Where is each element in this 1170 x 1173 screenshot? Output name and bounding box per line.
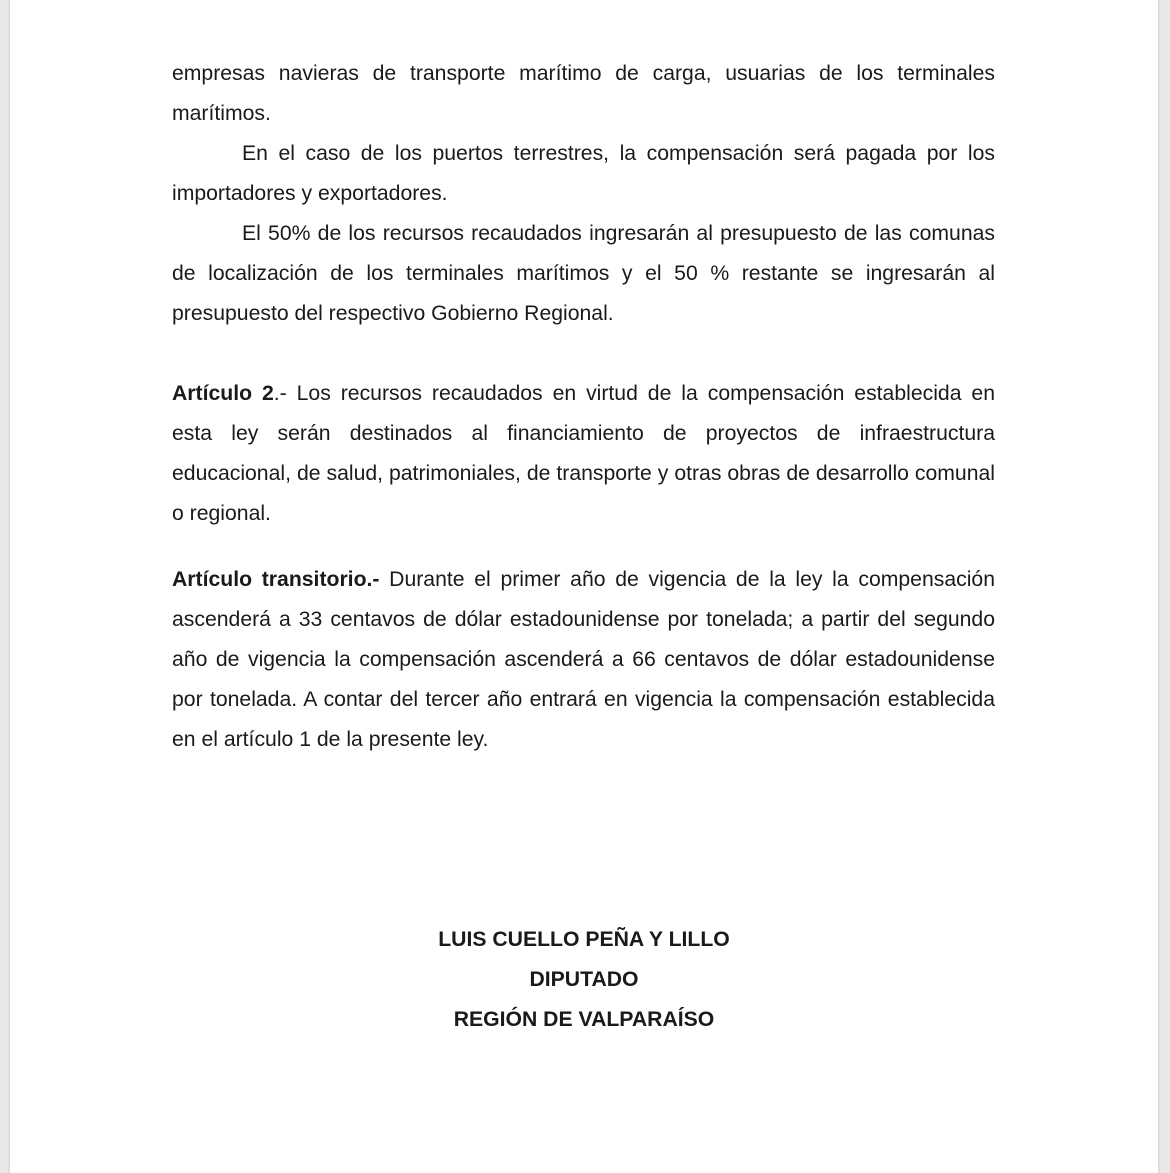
article-2-text: Los recursos recaudados en virtud de la compensación establecida en esta ley serán destinados al financiamiento de proyectos de infraestructura educacional, de salud, patrimoniales, de transporte y otras obras de desarrollo comunal o regional. [172,382,995,525]
signature-region: REGIÓN DE VALPARAÍSO [453,1008,715,1031]
article-2-label-suffix: .- [273,382,297,405]
document-page [10,0,1158,1173]
article-transitorio-text: Durante el primer año de vigencia de la ley la compensación ascenderá a 33 centavos de dólar estadounidense por tonelada; a partir del segundo año de vigencia la compensación ascenderá a 66 centavos de dólar estadounidense por tonelada. A contar del tercer año entrará en vigencia la compensación establecida en el artículo 1 de la presente ley. [172,568,995,751]
document-body [172,54,995,760]
article-transitorio-label: Artículo transitorio.- [172,568,380,591]
paragraph-recursos-distribucion: El 50% de los recursos recaudados ingresarán al presupuesto de las comunas de localización de los terminales marítimos y el 50 % restante se ingresarán al presupuesto del respectivo Gobierno Regional. [172,222,995,325]
signature-title: DIPUTADO [529,968,639,991]
signature-block [10,920,1158,1040]
article-transitorio [172,560,995,760]
paragraph-puertos-terrestres: En el caso de los puertos terrestres, la compensación será pagada por los importadores y exportadores. [172,142,995,205]
article-2 [172,374,995,534]
article-2-label: Artículo 2 [172,382,274,405]
paragraph-continuation: empresas navieras de transporte marítimo de carga, usuarias de los terminales marítimos. [172,62,995,125]
signature-name: LUIS CUELLO PEÑA Y LILLO [438,928,730,951]
